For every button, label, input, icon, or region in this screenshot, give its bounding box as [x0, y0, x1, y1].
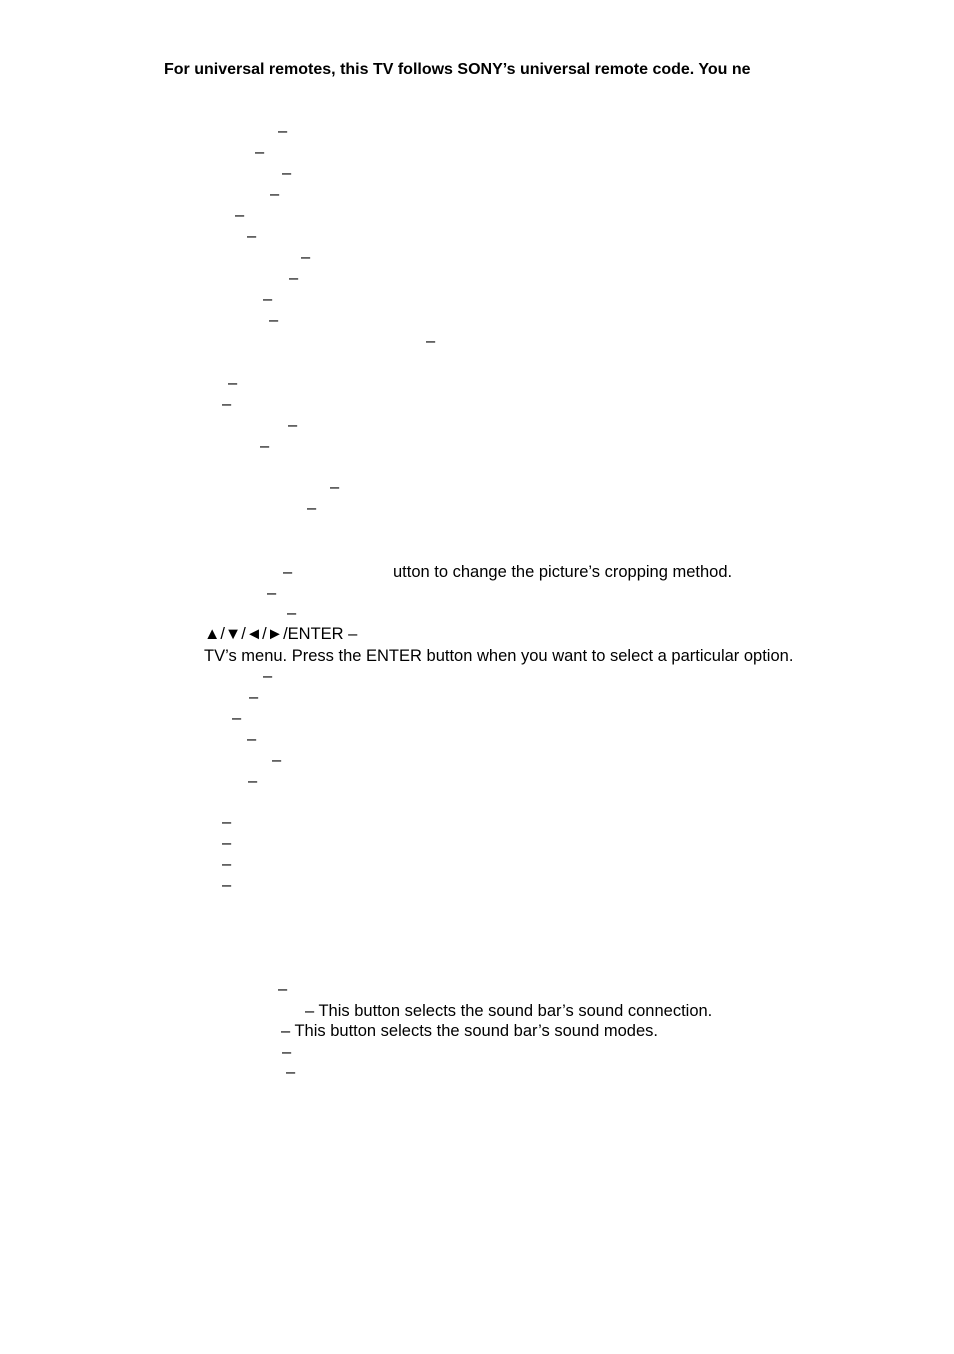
list-item-dash: – [287, 604, 297, 622]
list-item-dash: – [235, 206, 245, 224]
navigation-buttons-label: ▲/▼/◄/►/ENTER – [204, 625, 358, 643]
list-item-dash: – [222, 395, 232, 413]
list-item-dash: – [228, 374, 238, 392]
intro-heading: For universal remotes, this TV follows SONY’s universal remote code. You ne [164, 61, 751, 78]
soundbar-connection-description: – This button selects the sound bar’s sound connection. [305, 1002, 713, 1020]
soundbar-item-dash: – [278, 980, 288, 998]
list-item-dash: – [263, 290, 273, 308]
list-item-dash: – [267, 584, 277, 602]
soundbar-item-dash: – [286, 1063, 296, 1081]
list-item-dash: – [263, 667, 273, 685]
list-item-dash: – [282, 164, 292, 182]
list-item-dash: – [255, 143, 265, 161]
list-item-dash: – [247, 227, 257, 245]
list-item-dash: – [260, 437, 270, 455]
list-item-dash: – [270, 185, 280, 203]
list-item-dash: – [330, 478, 340, 496]
list-item-dash: – [247, 730, 257, 748]
list-item-dash: – [222, 813, 232, 831]
list-item-dash: – [232, 709, 242, 727]
list-item-dash: – [283, 563, 293, 581]
soundbar-modes-description: – This button selects the sound bar’s sound modes. [281, 1022, 658, 1040]
list-item-dash: – [426, 332, 436, 350]
list-item-dash: – [307, 499, 317, 517]
list-item-dash: – [278, 122, 288, 140]
soundbar-item-dash: – [282, 1043, 292, 1061]
list-item-dash: – [222, 855, 232, 873]
list-item-dash: – [248, 772, 258, 790]
navigation-buttons-description: TV’s menu. Press the ENTER button when you want to select a particular option. [204, 647, 794, 665]
list-item-dash: – [301, 248, 311, 266]
aspect-button-description: utton to change the picture’s cropping method. [393, 563, 733, 581]
list-item-dash: – [289, 269, 299, 287]
list-item-dash: – [272, 751, 282, 769]
list-item-dash: – [288, 416, 298, 434]
list-item-dash: – [222, 876, 232, 894]
list-item-dash: – [222, 834, 232, 852]
list-item-dash: – [249, 688, 259, 706]
list-item-dash: – [269, 311, 279, 329]
